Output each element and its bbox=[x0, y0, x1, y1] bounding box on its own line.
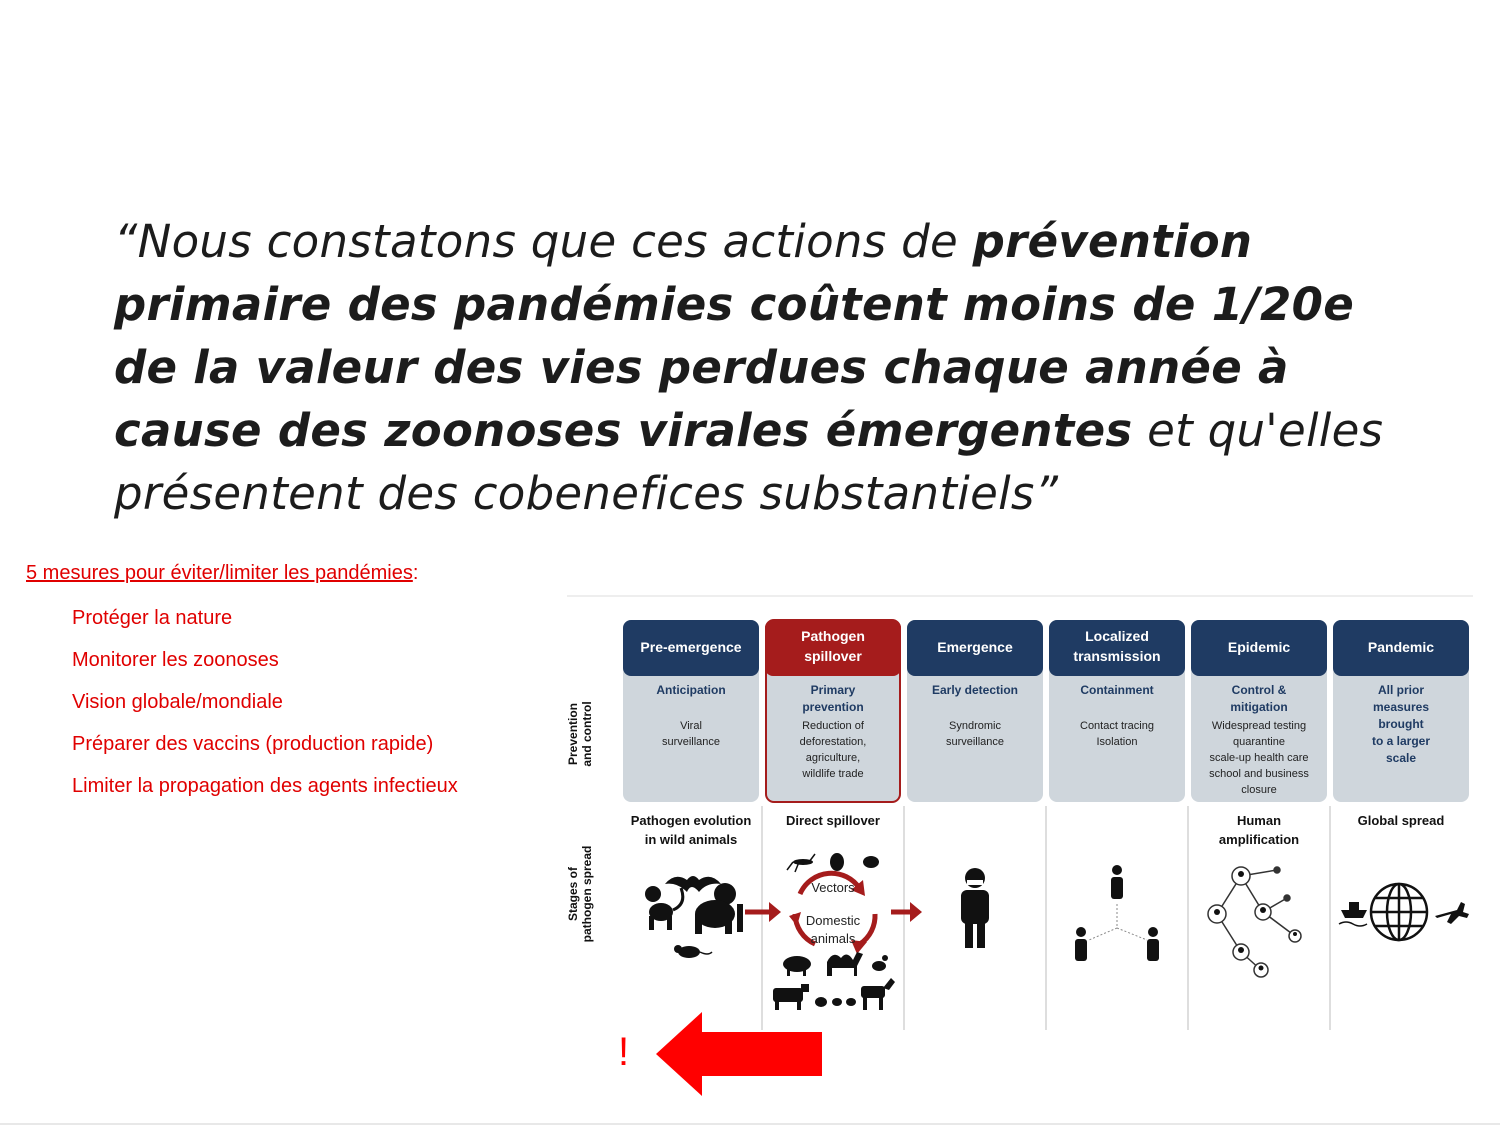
quote-part2: et qu'elles présentent des cobenefices substantiels bbox=[114, 404, 1384, 520]
spread-stage-text: Human bbox=[1236, 813, 1282, 828]
quote bbox=[114, 210, 1414, 525]
monkey-icon bbox=[645, 886, 683, 930]
arrow-right-icon bbox=[745, 902, 781, 922]
quote-open: “ bbox=[114, 215, 138, 268]
prevention-row-label: Prevention bbox=[566, 702, 580, 766]
detail-text: Widespread testing bbox=[1211, 720, 1307, 732]
diagram-columns bbox=[623, 620, 1469, 1030]
row-labels bbox=[566, 701, 594, 942]
measures-title bbox=[26, 562, 418, 585]
mosquito-icon bbox=[787, 854, 815, 872]
measure-text: Control & bbox=[1231, 683, 1287, 697]
spread-stage-text: Global spread bbox=[1357, 813, 1445, 828]
persons-network-icon bbox=[1075, 865, 1159, 961]
animals-label: animals bbox=[810, 931, 856, 946]
quote-bold: prévention primaire des pandémies coûtent moins de 1/20e de la valeur des vies perdues chaque année à cause des zoonoses virales émergentes bbox=[114, 215, 1355, 457]
measure-text: Containment bbox=[1080, 683, 1154, 697]
detail-text: closure bbox=[1241, 784, 1277, 796]
quote-close: ” bbox=[1034, 467, 1059, 520]
chimpanzee-icon bbox=[695, 883, 743, 934]
arrow-right-icon bbox=[891, 902, 922, 922]
measures-title-text: 5 mesures pour éviter/limiter les pandémies bbox=[26, 562, 413, 584]
spread-stage-text: Pathogen evolution bbox=[630, 813, 752, 828]
measure-item: Préparer des vaccins (production rapide) bbox=[72, 733, 434, 755]
pandemic-stages-diagram bbox=[565, 594, 1475, 1034]
camel-icon bbox=[827, 952, 863, 976]
stage-header-text: transmission bbox=[1073, 648, 1161, 664]
human-amplification-network-icon bbox=[1208, 867, 1301, 977]
spread-stage-text: Direct spillover bbox=[786, 813, 880, 828]
measure-text: measures bbox=[1372, 700, 1430, 714]
spread-stage-text: amplification bbox=[1218, 832, 1300, 847]
stage-header-text: Epidemic bbox=[1227, 639, 1291, 655]
detail-text: Contact tracing bbox=[1080, 720, 1154, 732]
measure-item: Protéger la nature bbox=[72, 607, 233, 629]
detail-text: surveillance bbox=[945, 736, 1005, 748]
spread-stage-text: in wild animals bbox=[644, 832, 738, 847]
measure-item: Monitorer les zoonoses bbox=[72, 649, 279, 671]
diagram-icons bbox=[645, 853, 1469, 1010]
stage-header-text: Pre-emergence bbox=[640, 639, 742, 655]
detail-text: scale-up health care bbox=[1209, 752, 1309, 764]
tick-icon bbox=[830, 853, 844, 871]
detail-text: Viral bbox=[680, 720, 702, 732]
detail-text: wildlife trade bbox=[802, 768, 864, 780]
detail-text: quarantine bbox=[1233, 736, 1285, 748]
measures-colon: : bbox=[412, 562, 419, 584]
measure-text: All prior bbox=[1377, 683, 1425, 697]
exclamation-mark: ! bbox=[618, 1030, 630, 1074]
detail-text: deforestation, bbox=[799, 736, 867, 748]
measure-text: brought bbox=[1378, 717, 1424, 731]
measure-text: Early detection bbox=[931, 683, 1019, 697]
rat-icon bbox=[674, 945, 712, 958]
cow-icon bbox=[773, 984, 809, 1010]
measure-item: Vision globale/mondiale bbox=[72, 691, 283, 713]
measure-text: mitigation bbox=[1230, 700, 1288, 714]
detail-text: Isolation bbox=[1096, 736, 1138, 748]
pig-icon bbox=[783, 956, 811, 976]
measure-text: Anticipation bbox=[656, 683, 726, 697]
network-person-dot bbox=[1214, 871, 1297, 971]
duck-icon bbox=[872, 955, 888, 971]
measure-text: to a larger bbox=[1371, 734, 1431, 748]
measure-item: Limiter la propagation des agents infectieux bbox=[72, 775, 458, 797]
horse-icon bbox=[861, 978, 895, 1010]
chicken-icon bbox=[815, 997, 856, 1007]
detail-text: surveillance bbox=[661, 736, 721, 748]
airplane-icon bbox=[1435, 902, 1469, 924]
prevention-row-label: and control bbox=[580, 701, 594, 767]
detail-text: school and business bbox=[1209, 768, 1309, 780]
stage-header-text: Emergence bbox=[937, 639, 1013, 655]
flea-icon bbox=[863, 856, 879, 868]
stages-row-label: Stages of bbox=[566, 866, 580, 922]
measure-text: prevention bbox=[802, 700, 864, 714]
measure-text: scale bbox=[1385, 751, 1417, 765]
ship-icon bbox=[1339, 902, 1367, 926]
detail-text: agriculture, bbox=[805, 752, 861, 764]
domestic-label: Domestic bbox=[805, 913, 861, 928]
detail-text: Reduction of bbox=[802, 720, 864, 732]
measures-list bbox=[72, 604, 458, 814]
bat-icon bbox=[665, 876, 721, 892]
measure-text: Primary bbox=[810, 683, 856, 697]
globe-icon bbox=[1371, 884, 1427, 940]
vectors-label: Vectors bbox=[811, 880, 855, 895]
stage-header-text: Localized bbox=[1085, 628, 1149, 644]
detail-text: Syndromic bbox=[949, 720, 1001, 732]
stage-header-text: Pathogen bbox=[801, 628, 865, 644]
person-mask-icon bbox=[961, 868, 989, 948]
quote-part1: Nous constatons que ces actions de bbox=[137, 215, 973, 268]
stage-header-text: Pandemic bbox=[1367, 639, 1435, 655]
stage-header-text: spillover bbox=[804, 648, 862, 664]
stages-row-label: pathogen spread bbox=[580, 845, 594, 943]
arrow-left-icon bbox=[656, 1012, 824, 1096]
